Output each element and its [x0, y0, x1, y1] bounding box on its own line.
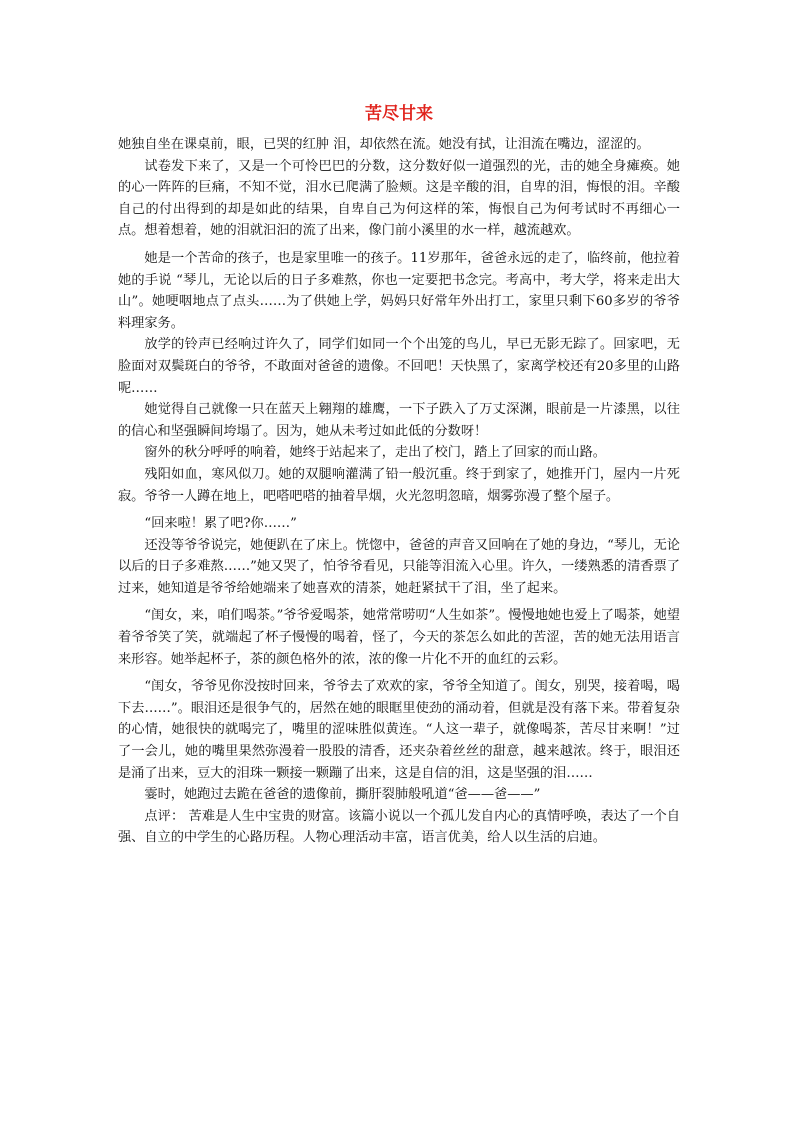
paragraph-eagle: 她觉得自己就像一只在蓝天上翱翔的雄鹰，一下子跌入了万丈深渊，眼前是一片漆黑，以往的信心和坚强瞬间垮塌了。因为，她从未考过如此低的分数呀！ [118, 402, 680, 439]
paragraph-school-bell: 放学的铃声已经响过许久了，同学们如同一个个出笼的鸟儿，早已无影无踪了。回家吧，无脸面对双鬓斑白的爷爷，不敢面对爸爸的遗像。不回吧！天快黑了，家离学校还有20多里的山路呢…… [118, 337, 680, 396]
paragraph-commentary: 点评： 苦难是人生中宝贵的财富。该篇小说以一个孤儿发自内心的真情呼唤，表达了一个自强、自立的中学生的心路历程。人物心理活动丰富，语言优美，给人以生活的启迪。 [118, 808, 680, 846]
paragraph-bitter-then-sweet: “闺女，爷爷见你没按时回来，爷爷去了欢欢的家，爷爷全知道了。闺女，别哭，接着喝，喝下去……”。眼泪还是很争气的，居然在她的眼眶里使劲的涌动着，但就是没有落下来。带着复杂的心情，她很快的就喝完了，嘴里的涩味胜似黄连。“人这一辈子，就像喝茶，苦尽甘来啊！”过了一会儿，她的嘴里果然弥漫着一股股的清香，还夹杂着丝丝的甜意，越来越浓。终于，眼泪还是涌了出来，豆大的泪珠一颗接一颗蹦了出来，这是自信的泪，这是坚强的泪…… [118, 679, 680, 781]
paragraph-exam-paper: 试卷发下来了，又是一个可怜巴巴的分数，这分数好似一道强烈的光，击的她全身瘫痪。她的心一阵阵的巨痛，不知不觉，泪水已爬满了脸颊。这是辛酸的泪，自卑的泪，悔恨的泪。辛酸自己的付出得到的却是如此的结果，自卑自己为何这样的笨，悔恨自己为何考试时不再细心一点。想着想着，她的泪就汩汩的流了出来，像门前小溪里的水一样，越流越欢。 [118, 158, 680, 239]
document-page [118, 100, 680, 849]
paragraph-grandpa-greeting: “回来啦！累了吧?你……” [144, 516, 297, 532]
paragraph-drinking-tea: “闺女，来，咱们喝茶。”爷爷爱喝茶，她常常唠叨“人生如茶”。慢慢地她也爱上了喝茶，她望着爷爷笑了笑，就端起了杯子慢慢的喝着，怪了，今天的茶怎么如此的苦涩，苦的她无法用语言来形容。她举起杯子，茶的颜色格外的浓，浓的像一片化不开的血红的云彩。 [118, 608, 680, 667]
document-title: 苦尽甘来 [365, 104, 433, 124]
paragraph-sunset: 残阳如血，寒风似刀。她的双腿响灌满了铅一般沉重。终于到家了，她推开门，屋内一片死寂。爷爷一人蹲在地上，吧嗒吧嗒的抽着旱烟，火光忽明忽暗，烟雾弥漫了整个屋子。 [118, 466, 680, 504]
paragraph-autumn-wind: 窗外的秋分呼呼的响着，她终于站起来了，走出了校门，踏上了回家的而山路。 [144, 445, 606, 461]
paragraph-kneeling: 霎时，她跑过去跪在爸爸的遗像前，撕肝裂肺般吼道“爸——爸——” [144, 787, 541, 803]
paragraph-opening: 她独自坐在课桌前，眼，已哭的红肿 泪，却依然在流。她没有拭，让泪流在嘴边，涩涩的。 [118, 137, 650, 152]
paragraph-bitter-child: 她是一个苦命的孩子，也是家里唯一的孩子。11岁那年，爸爸永远的走了，临终前，他拉着她的手说 “琴儿，无论以后的日子多难熬，你也一定要把书念完。考高中，考大学，将来走出大山”。她哽咽地点了点头……为了供她上学，妈妈只好常年外出打工，家里只剩下60多岁的爷爷料理家务。 [118, 250, 680, 331]
paragraph-lying-on-bed: 还没等爷爷说完，她便趴在了床上。恍惚中，爸爸的声音又回响在了她的身边，“琴儿，无论以后的日子多难熬……”她又哭了，怕爷爷看见，只能等泪流入心里。许久，一缕熟悉的清香票了过来，她知道是爷爷给她端来了她喜欢的清茶，她赶紧拭干了泪，坐了起来。 [118, 537, 680, 596]
